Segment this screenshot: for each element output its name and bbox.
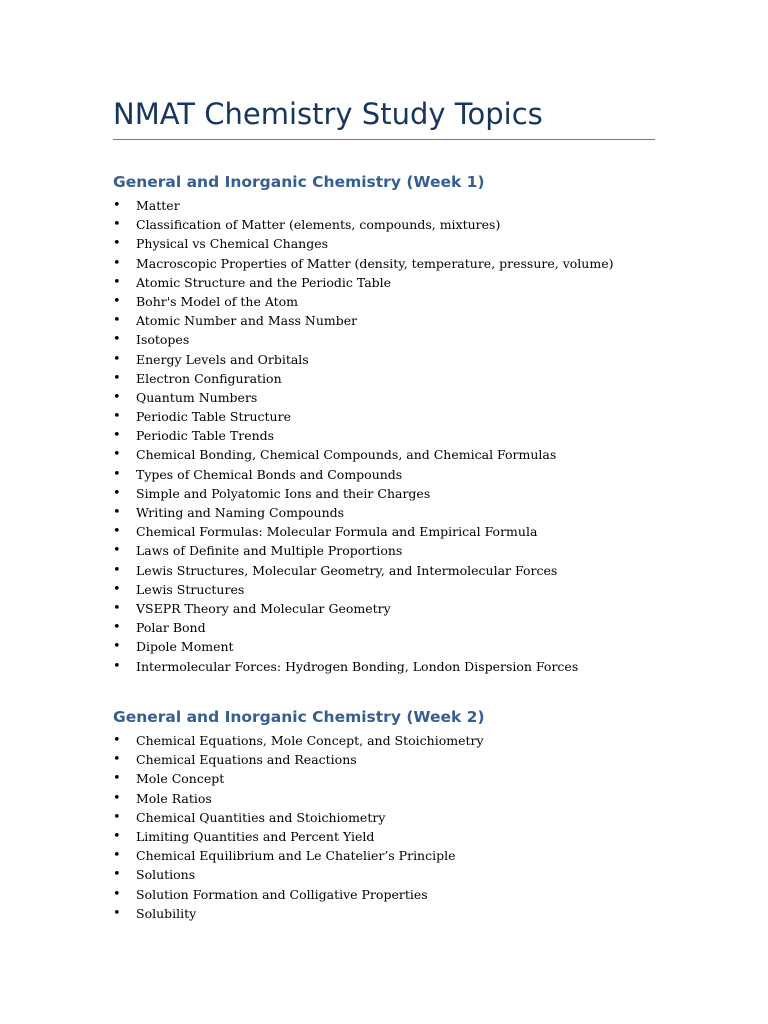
list-item <box>113 388 673 407</box>
list-item <box>113 234 673 253</box>
topic-text: Chemical Formulas: Molecular Formula and Empirical Formula <box>136 524 538 540</box>
bullet-icon: • <box>113 198 121 213</box>
bullet-icon: • <box>113 370 121 386</box>
list-item <box>113 484 673 503</box>
topic-text: Mole Ratios <box>136 790 212 806</box>
topic-text: Macroscopic Properties of Matter (density, temperature, pressure, volume) <box>136 255 614 271</box>
list-item <box>113 865 673 884</box>
section-heading-week-2: General and Inorganic Chemistry (Week 2) <box>113 708 485 726</box>
topic-text: Quantum Numbers <box>136 389 258 405</box>
topic-text: Types of Chemical Bonds and Compounds <box>136 466 403 482</box>
list-item <box>113 254 673 273</box>
topic-text: Matter <box>136 198 180 213</box>
list-item <box>113 599 673 618</box>
topic-text: Polar Bond <box>136 620 206 636</box>
bullet-icon: • <box>113 905 121 921</box>
bullet-icon: • <box>113 752 121 768</box>
list-item <box>113 808 673 827</box>
bullet-icon: • <box>113 639 121 655</box>
topic-text: Energy Levels and Orbitals <box>136 351 309 367</box>
list-item <box>113 350 673 369</box>
list-item <box>113 580 673 599</box>
bullet-icon: • <box>113 562 121 578</box>
topic-text: Lewis Structures, Molecular Geometry, and Intermolecular Forces <box>136 562 558 578</box>
topic-text: Atomic Structure and the Periodic Table <box>136 274 392 290</box>
topic-text: Chemical Equations, Mole Concept, and Stoichiometry <box>136 733 484 748</box>
bullet-icon: • <box>113 389 121 405</box>
bullet-icon: • <box>113 409 121 425</box>
section-week-2 <box>113 706 673 923</box>
list-item <box>113 407 673 426</box>
list-item <box>113 426 673 445</box>
list-item <box>113 789 673 808</box>
bullet-icon: • <box>113 313 121 329</box>
topic-text: Limiting Quantities and Percent Yield <box>136 828 375 844</box>
topic-text: Physical vs Chemical Changes <box>136 236 329 252</box>
topic-text: VSEPR Theory and Molecular Geometry <box>136 600 391 616</box>
bullet-icon: • <box>113 867 121 883</box>
bullet-icon: • <box>113 733 121 748</box>
topic-text: Classification of Matter (elements, compounds, mixtures) <box>136 217 501 233</box>
list-item <box>113 311 673 330</box>
list-item <box>113 846 673 865</box>
bullet-icon: • <box>113 790 121 806</box>
topic-list-week-2 <box>113 731 673 923</box>
bullet-icon: • <box>113 447 121 463</box>
list-item <box>113 465 673 484</box>
list-item <box>113 637 673 656</box>
list-item <box>113 904 673 923</box>
list-item <box>113 369 673 388</box>
list-item <box>113 522 673 541</box>
bullet-icon: • <box>113 886 121 902</box>
topic-text: Simple and Polyatomic Ions and their Charges <box>136 485 431 501</box>
section-heading-week-1: General and Inorganic Chemistry (Week 1) <box>113 173 485 191</box>
bullet-icon: • <box>113 255 121 271</box>
list-item <box>113 885 673 904</box>
list-item <box>113 215 673 234</box>
topic-text: Periodic Table Structure <box>136 409 291 425</box>
topic-text: Solubility <box>136 905 197 921</box>
list-item <box>113 292 673 311</box>
list-item <box>113 731 673 750</box>
topic-text: Electron Configuration <box>136 370 282 386</box>
bullet-icon: • <box>113 428 121 444</box>
topic-text: Laws of Definite and Multiple Proportions <box>136 543 403 559</box>
bullet-icon: • <box>113 332 121 348</box>
bullet-icon: • <box>113 217 121 233</box>
list-item <box>113 769 673 788</box>
topic-text: Intermolecular Forces: Hydrogen Bonding, London Dispersion Forces <box>136 658 579 674</box>
topic-text: Solution Formation and Colligative Properties <box>136 886 428 902</box>
list-item <box>113 618 673 637</box>
page-title: NMAT Chemistry Study Topics <box>113 97 543 131</box>
bullet-icon: • <box>113 293 121 309</box>
title-divider <box>113 139 655 140</box>
list-item <box>113 541 673 560</box>
list-item <box>113 750 673 769</box>
topic-text: Mole Concept <box>136 771 225 787</box>
bullet-icon: • <box>113 658 121 674</box>
list-item <box>113 273 673 292</box>
list-item <box>113 827 673 846</box>
bullet-icon: • <box>113 828 121 844</box>
topic-text: Solutions <box>136 867 196 883</box>
list-item <box>113 657 673 676</box>
topic-text: Chemical Quantities and Stoichiometry <box>136 809 386 825</box>
topic-text: Chemical Equilibrium and Le Chatelier’s Principle <box>136 848 456 864</box>
topic-text: Lewis Structures <box>136 581 245 597</box>
topic-text: Periodic Table Trends <box>136 428 275 444</box>
bullet-icon: • <box>113 620 121 636</box>
list-item <box>113 196 673 215</box>
topic-text: Atomic Number and Mass Number <box>136 313 358 329</box>
list-item <box>113 503 673 522</box>
list-item <box>113 561 673 580</box>
bullet-icon: • <box>113 543 121 559</box>
bullet-icon: • <box>113 848 121 864</box>
bullet-icon: • <box>113 274 121 290</box>
topic-text: Isotopes <box>136 332 190 348</box>
bullet-icon: • <box>113 809 121 825</box>
bullet-icon: • <box>113 600 121 616</box>
topic-text: Dipole Moment <box>136 639 234 655</box>
bullet-icon: • <box>113 466 121 482</box>
bullet-icon: • <box>113 351 121 367</box>
topic-list-week-1 <box>113 196 673 676</box>
list-item <box>113 445 673 464</box>
bullet-icon: • <box>113 581 121 597</box>
topic-text: Chemical Equations and Reactions <box>136 752 357 768</box>
section-week-1 <box>113 171 673 676</box>
topic-text: Chemical Bonding, Chemical Compounds, and Chemical Formulas <box>136 447 557 463</box>
bullet-icon: • <box>113 524 121 540</box>
bullet-icon: • <box>113 485 121 501</box>
bullet-icon: • <box>113 236 121 252</box>
topic-text: Writing and Naming Compounds <box>136 505 345 520</box>
topic-text: Bohr's Model of the Atom <box>136 293 299 309</box>
list-item <box>113 330 673 349</box>
bullet-icon: • <box>113 505 121 520</box>
bullet-icon: • <box>113 771 121 787</box>
